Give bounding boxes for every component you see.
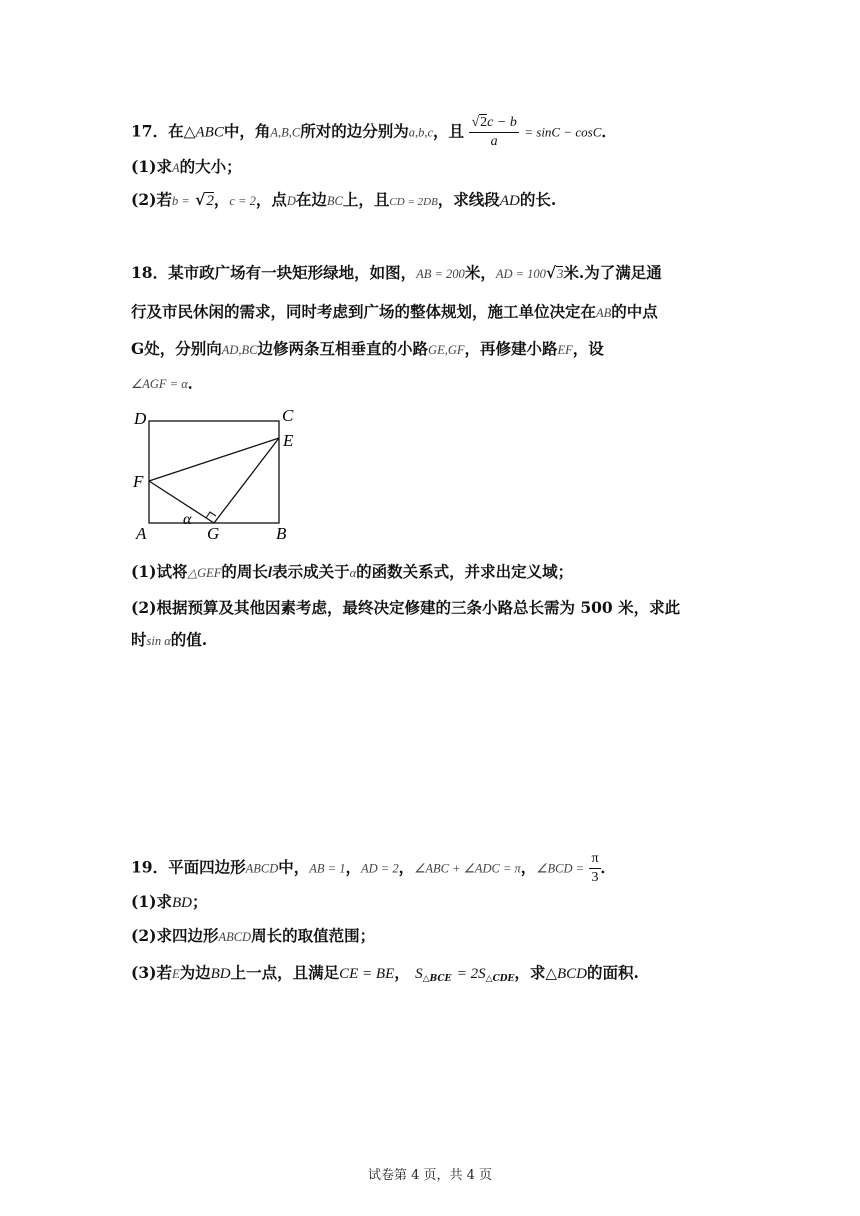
q17-part2: (2)若b = √2，c = 2，点D在边BC上，且CD = 2DB，求线段AD的长. (131, 190, 557, 209)
q18-line3: G处，分别向AD,BC边修两条互相垂直的小路GE,GF，再修建小路EF，设 (131, 339, 604, 358)
figure-label-b: B (276, 524, 287, 543)
rectangle-figure (128, 404, 308, 544)
q19-part2: (2)求四边形ABCD周长的取值范围； (131, 926, 376, 945)
q19-stem: 19．平面四边形ABCD中，AB = 1，AD = 2，∠ABC + ∠ADC = π，∠BCD = $\frac{\pi}{3}$ ． (131, 851, 617, 885)
q19-pi-fraction: $\frac{\pi}{3}$ (591, 851, 599, 885)
figure-label-a: A (136, 524, 147, 543)
figure-rectangle (149, 421, 279, 523)
figure-line-gf (149, 481, 214, 523)
q19-part1: (1)求BD； (131, 892, 208, 911)
figure-label-d: D (134, 409, 147, 428)
figure-right-angle-mark (206, 512, 216, 518)
q18-part2-line2: 时sin α的值. (131, 630, 208, 649)
q17-part1: (1)求A的大小； (131, 157, 242, 176)
q18-line1: 18．某市政广场有一块矩形绿地，如图，AB = 200米，AD = 100√3米.为了满足通 (131, 263, 662, 282)
figure-line-ef (149, 438, 279, 481)
figure-label-f: F (133, 472, 144, 491)
q18-part2-line1: (2)根据预算及其他因素考虑，最终决定修建的三条小路总长需为 500 米，求此 (131, 598, 681, 617)
figure-label-alpha: α (183, 511, 192, 528)
q19-part3: (3)若E为边BD上一点，且满足CE = BE， $S_{\triangle BCE} = 2S_{\triangle CDE}$，求△BCD的面积. (131, 963, 639, 984)
q18-part1: (1)试将△GEF的周长l表示成关于α的函数关系式，并求出定义域； (131, 562, 574, 581)
q17-fraction: $\frac{√2c - b}{a}$ (471, 115, 517, 149)
q18-line2: 行及市民休闲的需求，同时考虑到广场的整体规划，施工单位决定在AB的中点 (131, 302, 658, 321)
figure-line-ge (214, 438, 279, 523)
figure-label-g: G (207, 524, 220, 543)
figure-label-c: C (282, 406, 294, 425)
page-footer: 试卷第 4 页，共 4 页 (367, 1168, 493, 1183)
q18-line4: ∠AGF = α． (131, 373, 204, 392)
q17-stem: 17．在△ABC中，角A,B,C所对的边分别为a,b,c，且 $\frac{√2c - b}{a}$ = sinC − cosC． (131, 115, 617, 149)
figure-label-e: E (283, 431, 294, 450)
